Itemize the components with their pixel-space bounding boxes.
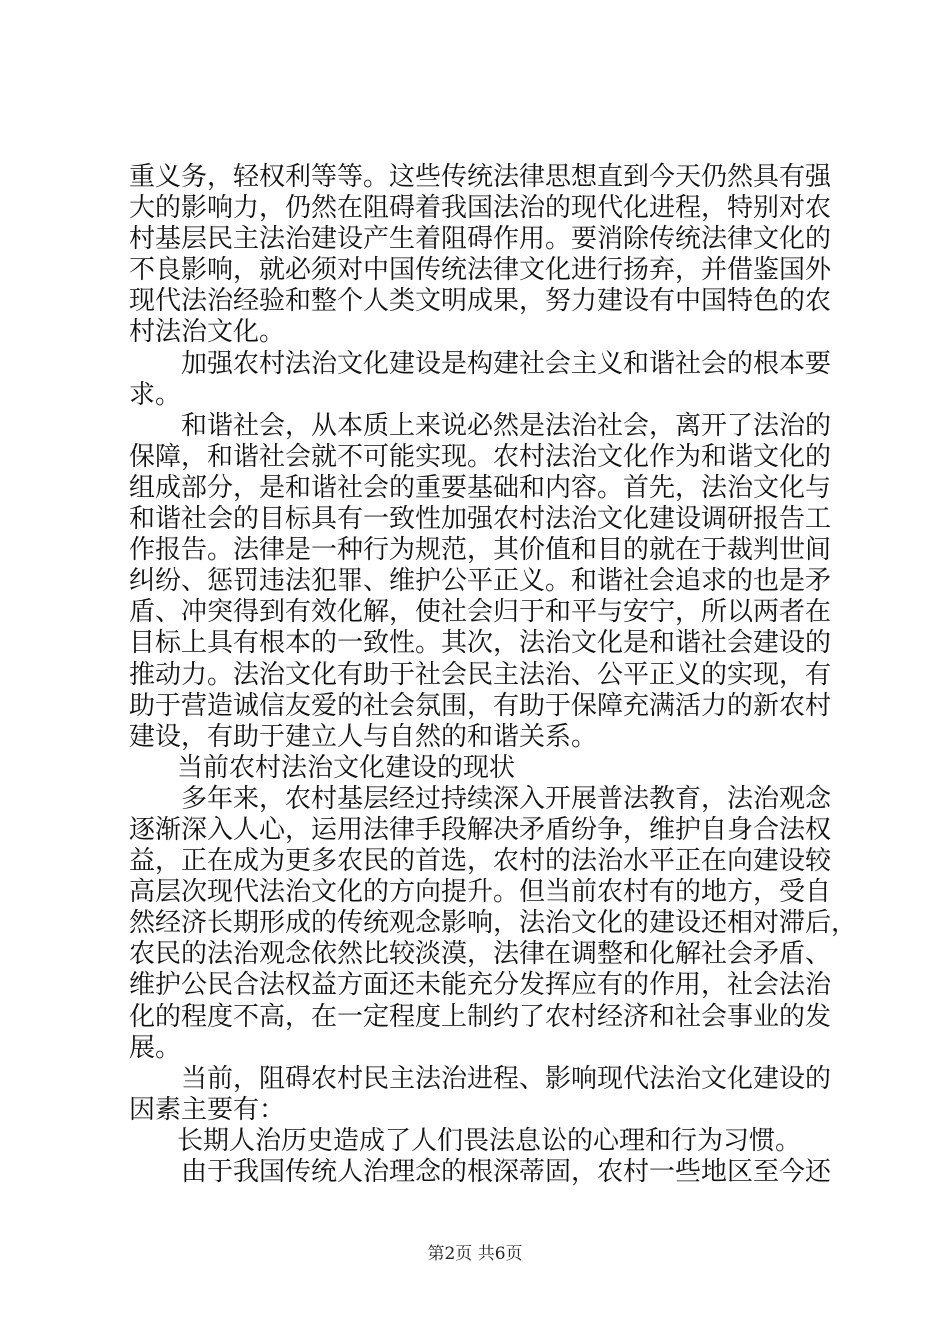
text-line: 逐渐深入人心，运用法律手段解决矛盾纷争，维护自身合法权: [129, 814, 832, 845]
text-line: 重义务，轻权利等等。这些传统法律思想直到今天仍然具有强: [129, 162, 832, 192]
text-line: 村法治文化。: [129, 317, 286, 348]
section-heading-line: 求。: [129, 379, 182, 410]
text-line: 和谐社会的目标具有一致性加强农村法治文化建设调研报告工: [129, 504, 832, 535]
text-line: 组成部分，是和谐社会的重要基础和内容。首先，法治文化与: [129, 472, 832, 503]
section-heading-line: 加强农村法治文化建设是构建社会主义和谐社会的根本要: [181, 348, 832, 379]
section-heading-line: 当前农村法治文化建设的现状: [177, 752, 516, 783]
text-line: 保障，和谐社会就不可能实现。农村法治文化作为和谐文化的: [129, 441, 832, 472]
text-line: 现代法治经验和整个人类文明成果，努力建设有中国特色的农: [129, 286, 832, 317]
text-line: 农民的法治观念依然比较淡漠，法律在调整和化解社会矛盾、: [129, 939, 832, 970]
page-number-footer: 第2页 共6页: [427, 1244, 523, 1264]
text-line: 展。: [129, 1032, 182, 1063]
text-line: 推动力。法治文化有助于社会民主法治、公平正义的实现，有: [129, 659, 832, 690]
text-line: 高层次现代法治文化的方向提升。但当前农村有的地方，受自: [129, 877, 832, 908]
text-line: 当前，阻碍农村民主法治进程、影响现代法治文化建设的: [181, 1063, 832, 1094]
section-heading-line: 长期人治历史造成了人们畏法息讼的心理和行为习惯。: [177, 1125, 802, 1156]
text-line: 然经济长期形成的传统观念影响，法治文化的建设还相对滞后，: [129, 908, 858, 939]
text-line: 目标上具有根本的一致性。其次，法治文化是和谐社会建设的: [129, 628, 832, 659]
text-line: 建设，有助于建立人与自然的和谐关系。: [129, 721, 598, 752]
text-line: 和谐社会，从本质上来说必然是法治社会，离开了法治的: [181, 410, 832, 441]
text-line: 盾、冲突得到有效化解，使社会归于和平与安宁，所以两者在: [129, 597, 832, 628]
text-line: 助于营造诚信友爱的社会氛围，有助于保障充满活力的新农村: [129, 690, 832, 721]
body-text: [129, 162, 858, 1188]
text-line: 维护公民合法权益方面还未能充分发挥应有的作用，社会法治: [129, 970, 832, 1001]
text-line: 作报告。法律是一种行为规范，其价值和目的就在于裁判世间: [129, 535, 832, 566]
text-line: 化的程度不高，在一定程度上制约了农村经济和社会事业的发: [129, 1001, 832, 1032]
text-line: 村基层民主法治建设产生着阻碍作用。要消除传统法律文化的: [129, 224, 832, 255]
text-line: 由于我国传统人治理念的根深蒂固，农村一些地区至今还: [181, 1157, 832, 1187]
text-line: 多年来，农村基层经过持续深入开展普法教育，法治观念: [181, 783, 832, 814]
text-line: 纠纷、惩罚违法犯罪、维护公平正义。和谐社会追求的也是矛: [129, 566, 832, 597]
text-line: 大的影响力，仍然在阻碍着我国法治的现代化进程，特别对农: [129, 193, 832, 224]
text-line: 益，正在成为更多农民的首选，农村的法治水平正在向建设较: [129, 846, 832, 877]
text-line: 因素主要有：: [129, 1094, 286, 1125]
text-line: 不良影响，就必须对中国传统法律文化进行扬弃，并借鉴国外: [129, 255, 832, 286]
